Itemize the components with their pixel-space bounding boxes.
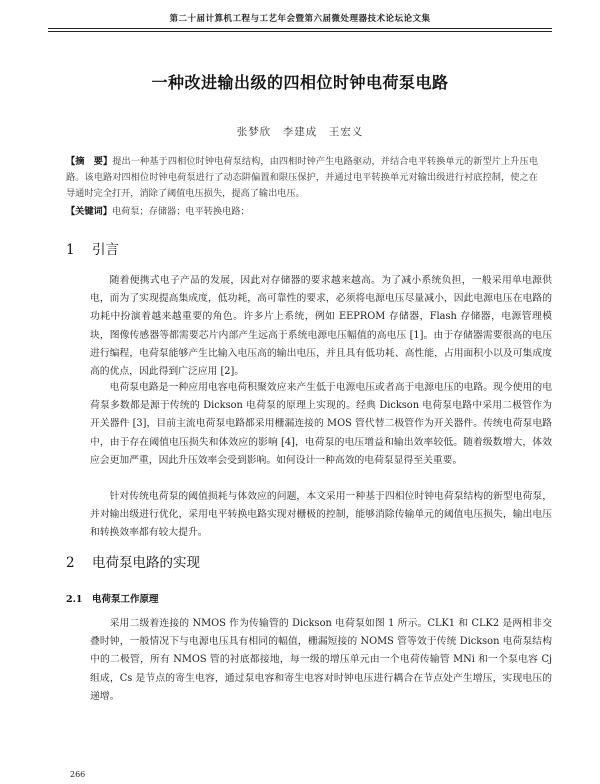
section-number: 1 (66, 242, 75, 258)
running-header: 第二十届计算机工程与工艺年会暨第六届微处理器技术论坛论文集 (169, 14, 431, 24)
page-number: 266 (70, 770, 86, 779)
header-rule (48, 28, 552, 29)
abstract-label: 【摘 要】 (66, 156, 113, 167)
authors: 张梦欣 李建成 王宏义 (236, 126, 364, 138)
section-heading-2 (66, 551, 200, 571)
keywords-text: 电荷泵；存储器；电平转换电路； (111, 206, 250, 217)
header-rule-thin (48, 31, 552, 32)
section-title: 电荷泵电路的实现 (92, 555, 200, 571)
subsection-number: 2.1 (66, 594, 83, 605)
section-title: 引言 (92, 242, 119, 258)
keywords (66, 204, 538, 220)
paper-title: 一种改进输出级的四相位时钟电荷泵电路 (151, 73, 449, 92)
section-number: 2 (66, 555, 75, 571)
paragraph-2: 电荷泵电路是一种应用电容电荷积聚效应来产生低于电源电压或者高于电源电压的电路。现今使用的电荷泵多数都是源于传统的 Dickson 电荷泵的原理上实现的。经典 Dickson 电荷泵电路中采用二极管作为开关器件 [3]，目前主流电荷泵电路都采用栅漏连接的 MOS 管代替二极管作为开关器件。传统电荷泵电路中，由于存在阈值电压损失和体效应的影响 [4]，电荷泵的电压增益和输出效率较低。随着级数增大，体效应会更加严重，因此升压效率会受到影响。如何设计一种高效的电荷泵显得至关重要。 (90, 382, 552, 466)
abstract (66, 154, 538, 202)
abstract-text: 提出一种基于四相位时钟电荷泵结构，由四相时钟产生电路驱动，并结合电平转换单元的新型片上升压电路。该电路对四相位时钟电荷泵进行了动态阱偏置和限压保护，并通过电平转换单元对输出级进行衬底控制，使之在导通时完全打开，消除了阈值电压损失，提高了输出电压。 (66, 156, 538, 199)
subsection-heading (66, 591, 159, 605)
paragraph-3: 针对传统电荷泵的阈值损耗与体效应的问题，本文采用一种基于四相位时钟电荷泵结构的新型电荷泵，并对输出级进行优化，采用电平转换电路实现对栅极的控制，能够消除传输单元的阈值电压损失，输出电压和转换效率都有较大提升。 (90, 491, 552, 539)
subsection-title: 电荷泵工作原理 (92, 594, 159, 605)
paragraph-1: 随着便携式电子产品的发展，因此对存储器的要求越来越高。为了减小系统负担，一般采用单电源供电，而为了实现提高集成度，低功耗，高可靠性的要求，必须将电源电压尽量减小，因此电源电压在电路的功耗中扮演着越来越重要的角色。许多片上系统，例如 EEPROM 存储器，Flash 存储器，电源管理模块，图像传感器等都需要芯片内部产生远高于系统电源电压幅值的高电压 [1]。由于存储器需要很高的电压进行编程，电荷泵能够产生比输入电压高的输出电压，并且具有低功耗、高性能，占用面积小以及可集成度高的优点，因此得到广泛应用 [2]。 (90, 275, 552, 378)
paragraph-4: 采用二级着连接的 NMOS 作为传输管的 Dickson 电荷泵如图 1 所示。CLK1 和 CLK2 是两相非交叠时钟，一般情况下与电源电压具有相同的幅值，栅漏短接的 NOMS 管等效于传统 Dickson 电荷泵结构中的二极管，所有 NMOS 管的衬底都接地，每一级的增压单元由一个电荷传输管 MNi 和一个泵电容 Cj 组成，Cs 是节点的寄生电容，通过泵电容和寄生电容对时钟电压进行耦合在节点处产生增压，实现电压的递增。 (90, 618, 552, 702)
section-heading-1 (66, 238, 119, 258)
keywords-label: 【关键词】 (66, 206, 112, 217)
